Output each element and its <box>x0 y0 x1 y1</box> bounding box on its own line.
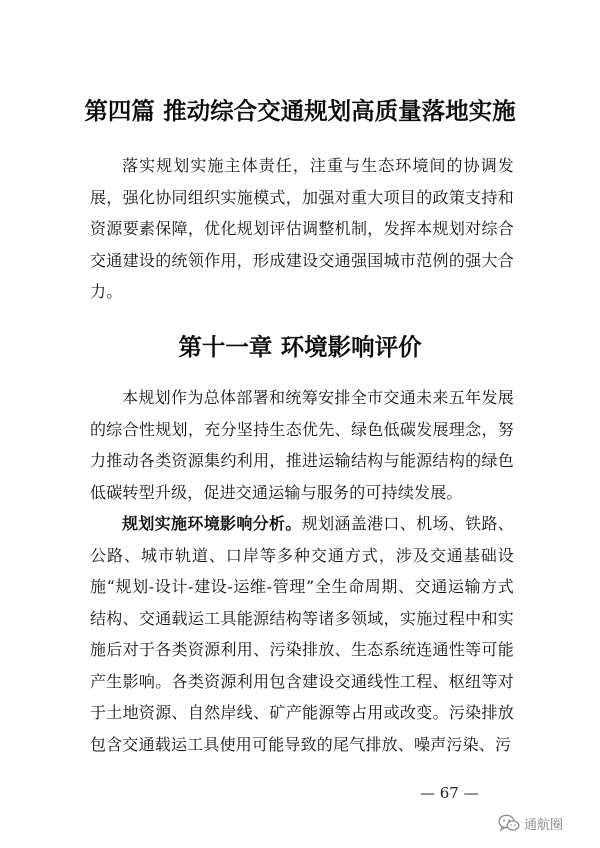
analysis-body: 规划涵盖港口、机场、铁路、公路、城市轨道、口岸等多种交通方式，涉及交通基础设施“规划-设计-建设-运维-管理”全生命周期、交通运输方式结构、交通载运工具能源结构等诸多领域，实施过程中和实施后对于各类资源利用、污染排放、生态系统连通性等可能产生影响。各类资源利用包含建设交通线性工程、枢纽等对于土地资源、自然岸线、矿产能源等占用或改变。污染排放包含交通载运工具使用可能导致的尾气排放、噪声污染、污 <box>90 514 514 754</box>
chapter-intro-paragraph: 本规划作为总体部署和统筹安排全市交通未来五年发展的综合性规划，充分坚持生态优先、绿色低碳发展理念，努力推动各类资源集约利用，推进运输结构与能源结构的绿色低碳转型升级，促进交通运输与服务的可持续发展。 <box>90 388 514 502</box>
chapter-title: 第十一章 环境影响评价 <box>178 333 422 361</box>
wechat-icon <box>498 814 520 832</box>
watermark-text: 通航圈 <box>524 817 564 833</box>
watermark <box>498 812 563 834</box>
analysis-paragraph <box>90 508 514 760</box>
intro-paragraph: 落实规划实施主体责任，注重与生态环境间的协调发展，强化协同组织实施模式，加强对重大项目的政策支持和资源要素保障，优化规划评估调整机制，发挥本规划对综合交通建设的统领作用，形成建设交通强国城市范例的强大合力。 <box>90 156 514 301</box>
part-title: 第四篇 推动综合交通规划高质量落地实施 <box>84 97 516 125</box>
page-number: — 67 — <box>420 784 479 802</box>
analysis-lead: 规划实施环境影响分析。 <box>122 514 302 533</box>
